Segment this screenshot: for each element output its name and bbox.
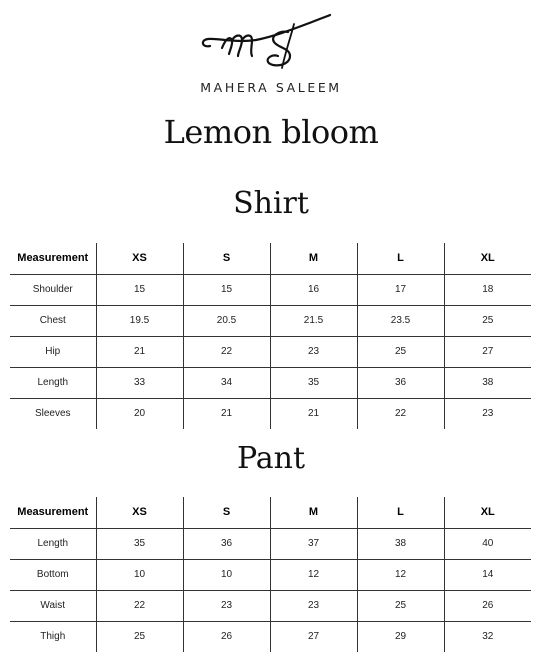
measurement-label: Sleeves	[34, 408, 71, 420]
measurement-value: 23	[270, 590, 357, 621]
measurement-value: 20	[96, 398, 183, 429]
pant-section-title: Pant	[236, 441, 306, 476]
measurement-value: 25	[96, 621, 183, 652]
measurement-value: 32	[444, 621, 531, 652]
table-header-row	[10, 497, 531, 528]
table-row	[10, 367, 531, 398]
header-cell: L	[357, 497, 444, 528]
measurement-value: 34	[183, 367, 270, 398]
measurement-value: 38	[444, 367, 531, 398]
measurement-value: 14	[444, 559, 531, 590]
measurement-value: 22	[357, 398, 444, 429]
measurement-value: 22	[96, 590, 183, 621]
brand-logo	[0, 10, 542, 80]
shirt-size-table	[10, 243, 531, 429]
measurement-value: 16	[270, 274, 357, 305]
measurement-value: 18	[444, 274, 531, 305]
measurement-value: 21.5	[270, 305, 357, 336]
measurement-value: 27	[444, 336, 531, 367]
header-cell: M	[270, 243, 357, 274]
measurement-value: 40	[444, 528, 531, 559]
header-cell: XL	[444, 497, 531, 528]
measurement-value: 10	[96, 559, 183, 590]
table-row	[10, 336, 531, 367]
table-row	[10, 274, 531, 305]
header-cell: Measurement	[10, 243, 96, 274]
measurement-value: 35	[270, 367, 357, 398]
measurement-value: 15	[183, 274, 270, 305]
table-row	[10, 621, 531, 652]
ms-monogram-logo-icon	[196, 10, 336, 72]
header-cell: M	[270, 497, 357, 528]
measurement-value: 23	[444, 398, 531, 429]
header-cell: Measurement	[10, 497, 96, 528]
measurement-value: 12	[270, 559, 357, 590]
measurement-value: 36	[357, 367, 444, 398]
measurement-value: 26	[444, 590, 531, 621]
measurement-value: 20.5	[183, 305, 270, 336]
measurement-value: 23.5	[357, 305, 444, 336]
collection-title: Lemon bloom	[163, 113, 379, 151]
header-cell: S	[183, 243, 270, 274]
header-cell: XL	[444, 243, 531, 274]
measurement-label: Hip	[10, 336, 96, 367]
measurement-value: 37	[270, 528, 357, 559]
measurement-value: 38	[357, 528, 444, 559]
measurement-value: 22	[183, 336, 270, 367]
measurement-value: 10	[183, 559, 270, 590]
measurement-label: Waist	[10, 590, 96, 621]
measurement-value: 17	[357, 274, 444, 305]
measurement-label: Length	[10, 367, 96, 398]
table-row	[10, 305, 531, 336]
table-row	[10, 528, 531, 559]
shirt-section-title: Shirt	[233, 186, 309, 221]
table-row	[10, 398, 531, 429]
measurement-value: 36	[183, 528, 270, 559]
header-cell: XS	[96, 497, 183, 528]
measurement-value: 21	[183, 398, 270, 429]
header-cell: L	[357, 243, 444, 274]
header-cell: XS	[96, 243, 183, 274]
measurement-value: 25	[357, 590, 444, 621]
measurement-value: 23	[183, 590, 270, 621]
measurement-value: 25	[357, 336, 444, 367]
measurement-value: 15	[96, 274, 183, 305]
brand-name: MAHERA SALEEM	[200, 80, 342, 95]
measurement-value: 33	[96, 367, 183, 398]
measurement-value: 12	[357, 559, 444, 590]
measurement-label: Thigh	[40, 631, 66, 643]
measurement-label: Length	[10, 528, 96, 559]
measurement-label: Chest	[10, 305, 96, 336]
table-row	[10, 590, 531, 621]
header-cell: S	[183, 497, 270, 528]
measurement-value: 26	[183, 621, 270, 652]
measurement-value: 23	[270, 336, 357, 367]
measurement-label: Shoulder	[10, 274, 96, 305]
measurement-value: 19.5	[96, 305, 183, 336]
table-row	[10, 559, 531, 590]
measurement-value: 35	[96, 528, 183, 559]
measurement-value: 21	[96, 336, 183, 367]
measurement-value: 21	[270, 398, 357, 429]
measurement-label: Bottom	[10, 559, 96, 590]
pant-size-table	[10, 497, 531, 652]
measurement-value: 29	[357, 621, 444, 652]
table-header-row	[10, 243, 531, 274]
measurement-value: 25	[444, 305, 531, 336]
measurement-value: 27	[270, 621, 357, 652]
